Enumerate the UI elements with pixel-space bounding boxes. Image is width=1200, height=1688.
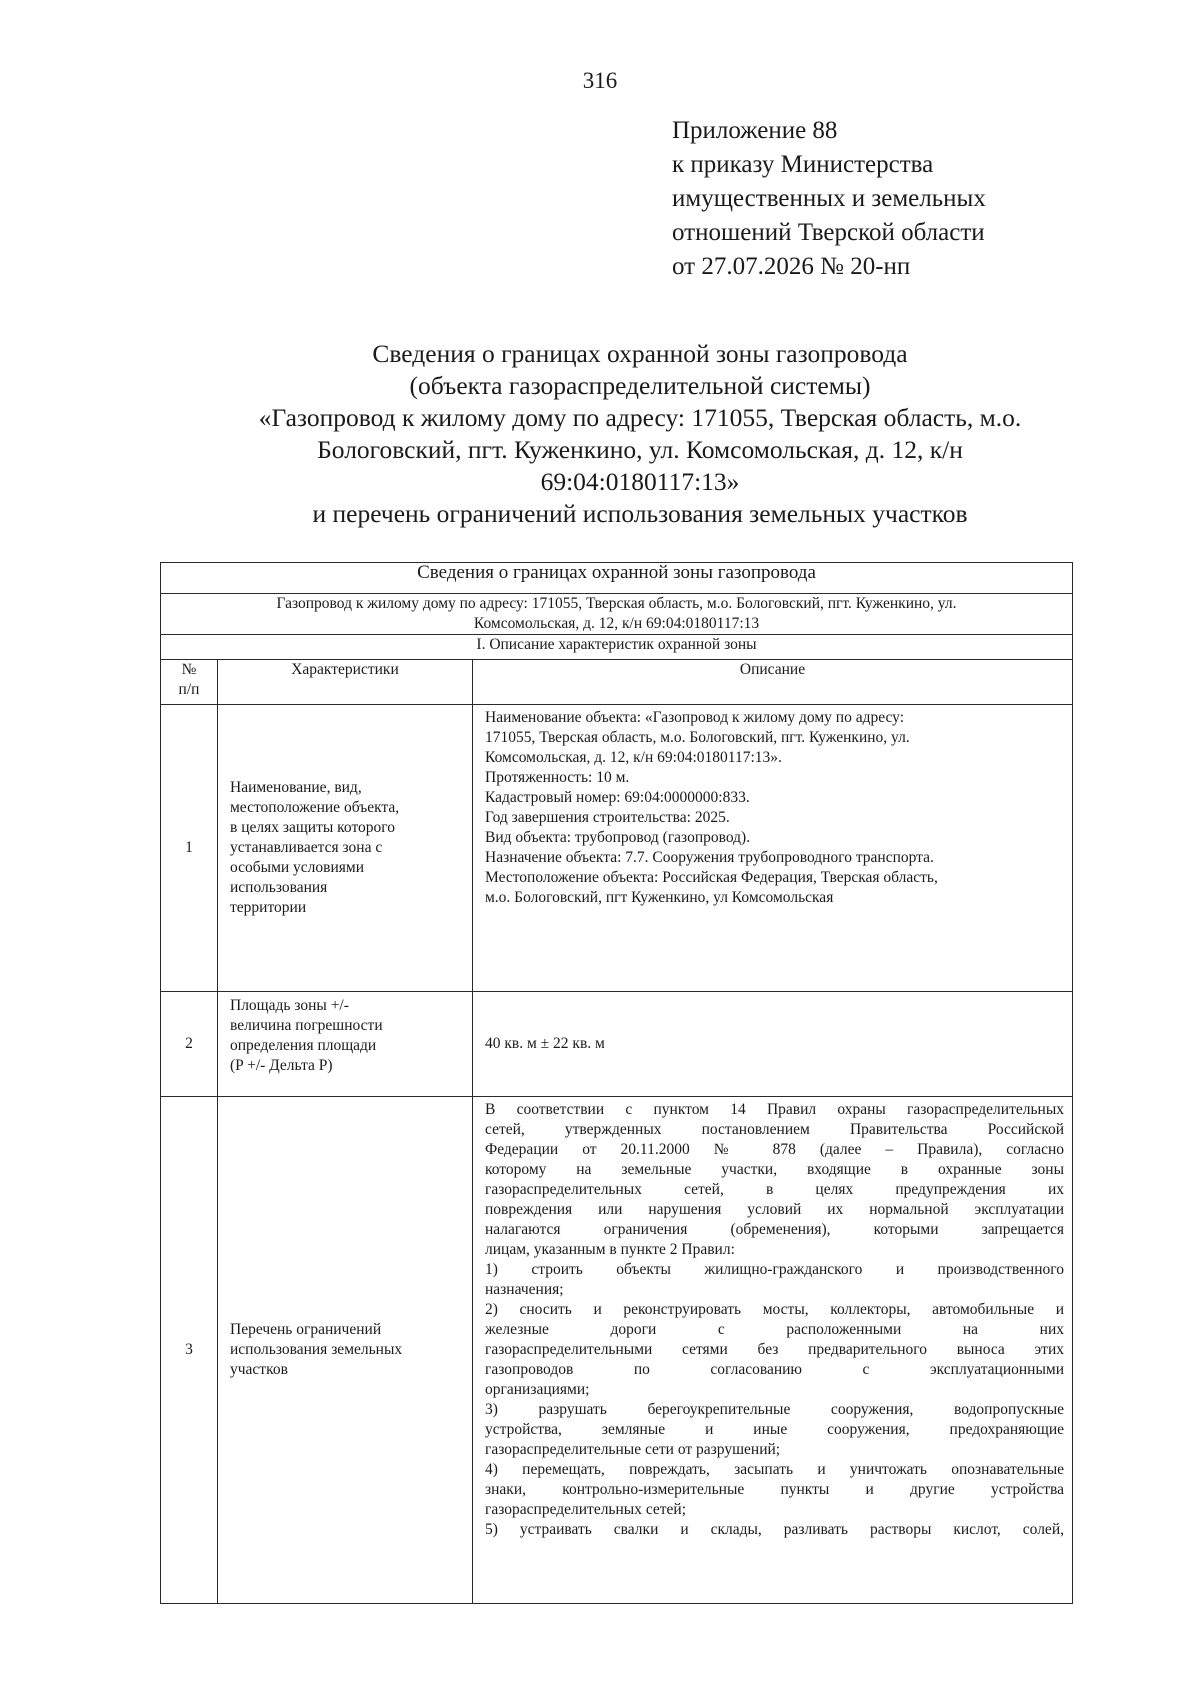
appendix-line: от 27.07.2026 № 20-нп [672,253,911,280]
desc-line: сетей, утвержденных постановлением Правительства Российской [485,1121,1064,1138]
desc-line: 2) сносить и реконструировать мосты, коллекторы, автомобильные и [485,1301,1064,1318]
char-line: определения площади [230,1037,377,1054]
title-line: и перечень ограничений использования земельных участков [312,499,968,528]
document-title [160,338,1120,530]
appendix-line: Приложение 88 [672,117,838,144]
page-number: 316 [582,68,618,93]
title-line: 69:04:0180117:13» [540,467,740,496]
char-line: Наименование, вид, [230,779,362,796]
object-name-line: Комсомольская, д. 12, к/н 69:04:0180117:13 [473,615,760,632]
title-line: (объекта газораспределительной системы) [409,371,871,400]
object-name-line: Газопровод к жилому дому по адресу: 171055, Тверская область, м.о. Бологовский, пгт. Куженкино, ул. [276,595,957,612]
title-line: Бологовский, пгт. Куженкино, ул. Комсомольская, д. 12, к/н [317,435,963,464]
column-header-description: Описание [473,660,1073,705]
table-row [161,705,1073,992]
column-header-num-line: № [181,661,197,678]
object-name-cell [161,594,1073,635]
appendix-line: отношений Тверской области [672,219,985,246]
desc-line: газораспределительных сетей, в целях предупреждения их [485,1181,1064,1198]
desc-line: 5) устраивать свалки и склады, разливать растворы кислот, солей, [485,1521,1064,1538]
desc-line: газопроводов по согласованию с эксплуатационными [485,1361,1064,1378]
section-row [161,635,1073,660]
title-line: «Газопровод к жилому дому по адресу: 171055, Тверская область, м.о. [258,403,1022,432]
char-line: местоположение объекта, [230,799,400,816]
desc-line: газораспределительными сетями без предварительного выноса этих [485,1341,1064,1358]
desc-line: которому на земельные участки, входящие в охранные зоны [485,1161,1064,1178]
section-title: I. Описание характеристик охранной зоны [161,635,1073,660]
table-row [161,992,1073,1097]
table-header: Сведения о границах охранной зоны газопровода [161,563,1073,594]
desc-line: лицам, указанным в пункте 2 Правил: [485,1241,735,1258]
desc-line: Год завершения строительства: 2025. [485,809,730,826]
char-line: величина погрешности [230,1017,383,1034]
desc-line: 40 кв. м ± 22 кв. м [485,1035,605,1052]
char-line: в целях защиты которого [230,819,395,836]
appendix-line: имущественных и земельных [672,185,986,212]
desc-line: В соответствии с пунктом 14 Правил охраны газораспределительных [485,1101,1064,1118]
column-header-num [161,660,218,705]
title-line: Сведения о границах охранной зоны газопровода [372,339,908,368]
zone-info-table [160,562,1073,1604]
desc-line: Комсомольская, д. 12, к/н 69:04:0180117:13». [485,749,782,766]
row-description [473,1097,1073,1604]
appendix-block [672,114,986,284]
row-description [473,992,1073,1097]
char-line: особыми условиями [230,859,365,876]
appendix-line: к приказу Министерства [672,151,934,178]
desc-line: газораспределительные сети от разрушений; [485,1441,781,1458]
desc-line: организациями; [485,1381,590,1398]
desc-line: 171055, Тверская область, м.о. Бологовский, пгт. Куженкино, ул. [485,729,910,746]
char-line: (P +/- Дельта P) [230,1057,333,1074]
char-line: использования земельных [230,1341,403,1358]
desc-line: налагаются ограничения (обременения), которыми запрещается [485,1221,1064,1238]
column-header-row [161,660,1073,705]
row-number: 2 [161,992,218,1097]
desc-line: газораспределительных сетей; [485,1501,687,1518]
desc-line: 4) перемещать, повреждать, засыпать и уничтожать опознавательные [485,1461,1064,1478]
desc-line: Местоположение объекта: Российская Федерация, Тверская область, [485,869,938,886]
column-header-num-line: п/п [178,681,200,698]
desc-line: знаки, контрольно-измерительные пункты и другие устройства [485,1481,1064,1498]
row-characteristics [218,1097,473,1604]
desc-line: Кадастровый номер: 69:04:0000000:833. [485,789,750,806]
desc-line: Федерации от 20.11.2000 № 878 (далее – Правила), согласно [485,1141,1064,1158]
column-header-characteristics: Характеристики [218,660,473,705]
desc-line: устройства, земляные и иные сооружения, предохраняющие [485,1421,1064,1438]
table-header-row [161,563,1073,594]
desc-line: повреждения или нарушения условий их нормальной эксплуатации [485,1201,1064,1218]
char-line: устанавливается зона с [230,839,383,856]
desc-line: м.о. Бологовский, пгт Куженкино, ул Комсомольская [485,889,834,906]
desc-line: 3) разрушать берегоукрепительные сооружения, водопропускные [485,1401,1064,1418]
char-line: территории [230,899,307,916]
row-characteristics [218,992,473,1097]
char-line: Перечень ограничений [230,1321,382,1338]
object-name-row [161,594,1073,635]
desc-line: Вид объекта: трубопровод (газопровод). [485,829,751,846]
char-line: участков [230,1361,288,1378]
row-description [473,705,1073,992]
desc-line: 1) строить объекты жилищно-гражданского и производственного [485,1261,1064,1278]
row-number: 1 [161,705,218,992]
desc-line: Назначение объекта: 7.7. Сооружения трубопроводного транспорта. [485,849,934,866]
desc-line: Протяженность: 10 м. [485,769,630,786]
table-row [161,1097,1073,1604]
desc-line: Наименование объекта: «Газопровод к жилому дому по адресу: [485,709,905,726]
desc-line: железные дороги с расположенными на них [485,1321,1064,1338]
char-line: Площадь зоны +/- [230,997,349,1014]
row-characteristics [218,705,473,992]
char-line: использования [230,879,328,896]
desc-line: назначения; [485,1281,564,1298]
row-number: 3 [161,1097,218,1604]
